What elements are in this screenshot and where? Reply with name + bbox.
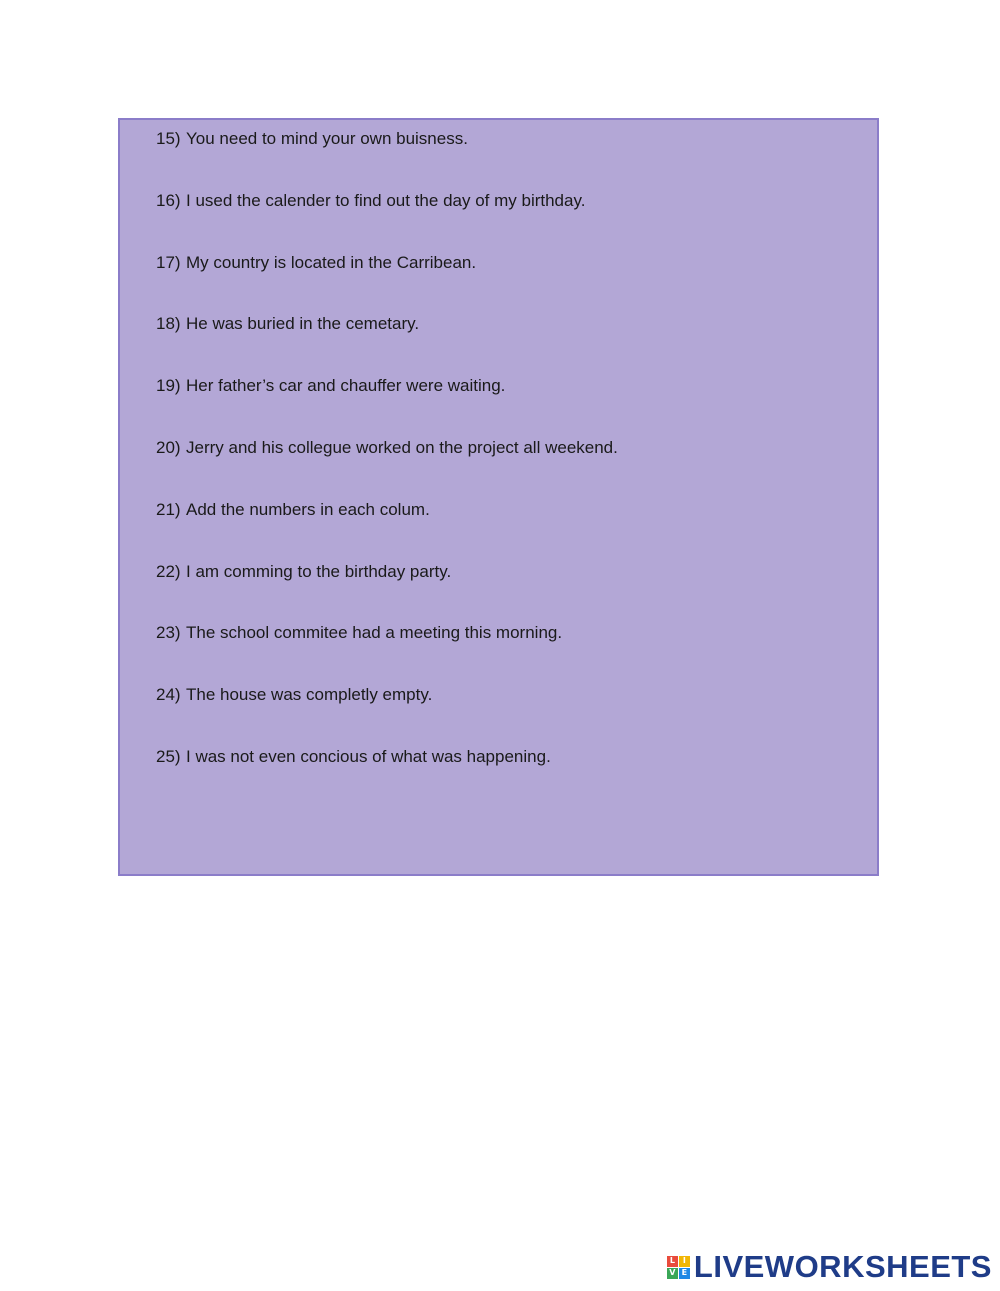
sentence-number: 18)	[156, 314, 181, 334]
sentence-item	[156, 684, 618, 746]
logo-block-v: V	[667, 1268, 678, 1279]
sentence-item	[156, 375, 618, 437]
logo-block-l: L	[667, 1256, 678, 1267]
sentence-panel	[118, 118, 879, 876]
sentence-number: 16)	[156, 190, 181, 210]
sentence-item	[156, 252, 618, 314]
sentence-item	[156, 190, 618, 252]
logo-text: LIVEWORKSHEETS	[693, 1249, 992, 1284]
sentence-item	[156, 437, 618, 499]
sentence-text: Jerry and his collegue worked on the project all weekend.	[186, 437, 618, 457]
sentence-number: 15)	[156, 129, 181, 148]
logo-block-e: E	[679, 1268, 690, 1279]
sentence-item	[156, 499, 618, 561]
sentence-text: The house was completly empty.	[186, 685, 433, 705]
sentence-item	[156, 561, 618, 623]
sentence-number: 17)	[156, 252, 181, 272]
sentence-list	[156, 128, 618, 808]
sentence-text: My country is located in the Carribean.	[186, 252, 477, 272]
sentence-text: I was not even concious of what was happening.	[186, 746, 551, 766]
sentence-item	[156, 746, 618, 808]
sentence-item	[156, 313, 618, 375]
sentence-number: 24)	[156, 685, 181, 705]
sentence-number: 25)	[156, 746, 181, 766]
sentence-number: 21)	[156, 499, 181, 519]
sentence-text: The school commitee had a meeting this morning.	[186, 623, 563, 643]
sentence-text: I am comming to the birthday party.	[186, 561, 452, 581]
logo-block-i: I	[679, 1256, 690, 1267]
sentence-number: 20)	[156, 437, 181, 457]
liveworksheets-logo	[667, 1249, 992, 1285]
logo-blocks-icon	[667, 1256, 690, 1279]
sentence-item	[156, 622, 618, 684]
sentence-text: Her father’s car and chauffer were waiting.	[186, 376, 506, 396]
sentence-number: 19)	[156, 376, 181, 396]
sentence-text: Add the numbers in each colum.	[186, 499, 430, 519]
sentence-text: I used the calender to find out the day of my birthday.	[186, 190, 586, 210]
sentence-text: He was buried in the cemetary.	[186, 314, 420, 334]
sentence-number: 23)	[156, 623, 181, 643]
sentence-number: 22)	[156, 561, 181, 581]
sentence-item	[156, 128, 618, 190]
sentence-text: You need to mind your own buisness.	[186, 129, 468, 148]
